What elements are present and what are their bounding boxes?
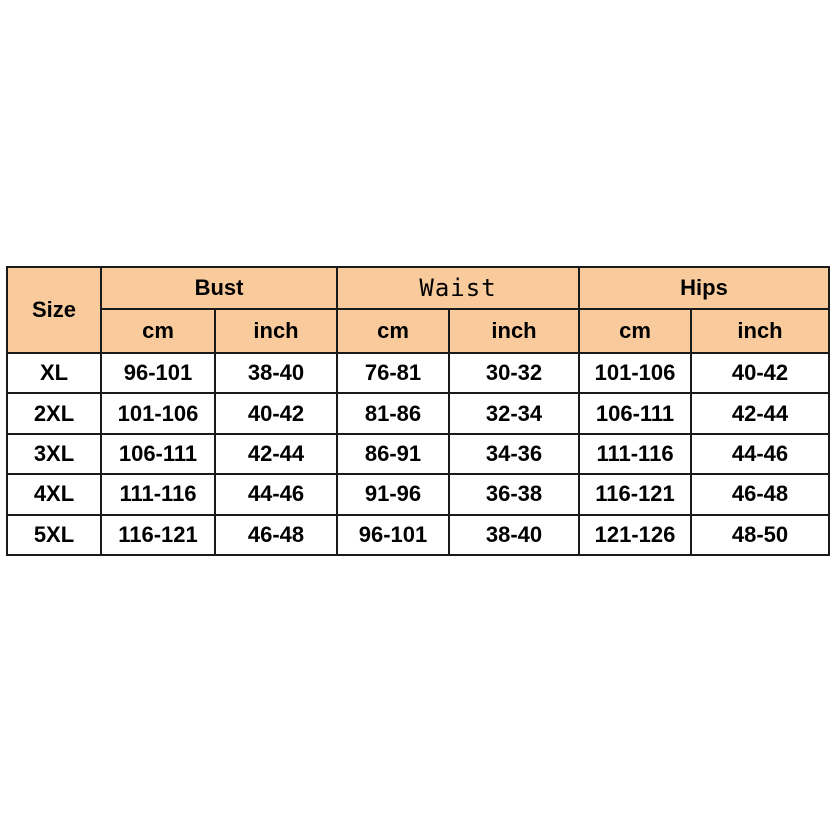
hips-inch-cell: 48-50 xyxy=(691,515,829,555)
hips-cm-cell: 101-106 xyxy=(579,353,691,393)
waist-inch-cell: 34-36 xyxy=(449,434,579,474)
bust-cm-cell: 96-101 xyxy=(101,353,215,393)
table-row xyxy=(7,353,829,393)
waist-inch-cell: 38-40 xyxy=(449,515,579,555)
hips-inch-cell: 46-48 xyxy=(691,474,829,514)
table-row xyxy=(7,393,829,433)
hips-header: Hips xyxy=(579,267,829,309)
waist-cm-cell: 96-101 xyxy=(337,515,449,555)
unit-header-hips-cm: cm xyxy=(579,309,691,353)
hips-inch-cell: 42-44 xyxy=(691,393,829,433)
unit-header-waist-cm: cm xyxy=(337,309,449,353)
size-header: Size xyxy=(7,267,101,353)
bust-cm-cell: 116-121 xyxy=(101,515,215,555)
waist-header: Waist xyxy=(337,267,579,309)
hips-cm-cell: 111-116 xyxy=(579,434,691,474)
waist-inch-cell: 36-38 xyxy=(449,474,579,514)
waist-cm-cell: 91-96 xyxy=(337,474,449,514)
size-cell: 5XL xyxy=(7,515,101,555)
table-row xyxy=(7,515,829,555)
unit-header-bust-cm: cm xyxy=(101,309,215,353)
waist-cm-cell: 86-91 xyxy=(337,434,449,474)
bust-inch-cell: 44-46 xyxy=(215,474,337,514)
bust-cm-cell: 106-111 xyxy=(101,434,215,474)
table-row xyxy=(7,474,829,514)
bust-inch-cell: 38-40 xyxy=(215,353,337,393)
bust-cm-cell: 101-106 xyxy=(101,393,215,433)
bust-cm-cell: 111-116 xyxy=(101,474,215,514)
table-row xyxy=(7,434,829,474)
waist-inch-cell: 30-32 xyxy=(449,353,579,393)
bust-inch-cell: 46-48 xyxy=(215,515,337,555)
waist-inch-cell: 32-34 xyxy=(449,393,579,433)
header-group-row xyxy=(7,267,829,309)
size-cell: XL xyxy=(7,353,101,393)
bust-header: Bust xyxy=(101,267,337,309)
size-cell: 4XL xyxy=(7,474,101,514)
size-cell: 3XL xyxy=(7,434,101,474)
size-cell: 2XL xyxy=(7,393,101,433)
unit-header-hips-inch: inch xyxy=(691,309,829,353)
size-chart-table xyxy=(6,266,830,556)
bust-inch-cell: 42-44 xyxy=(215,434,337,474)
hips-inch-cell: 40-42 xyxy=(691,353,829,393)
header-unit-row xyxy=(7,309,829,353)
bust-inch-cell: 40-42 xyxy=(215,393,337,433)
unit-header-bust-inch: inch xyxy=(215,309,337,353)
hips-cm-cell: 121-126 xyxy=(579,515,691,555)
waist-cm-cell: 81-86 xyxy=(337,393,449,433)
waist-cm-cell: 76-81 xyxy=(337,353,449,393)
unit-header-waist-inch: inch xyxy=(449,309,579,353)
hips-cm-cell: 106-111 xyxy=(579,393,691,433)
hips-cm-cell: 116-121 xyxy=(579,474,691,514)
hips-inch-cell: 44-46 xyxy=(691,434,829,474)
